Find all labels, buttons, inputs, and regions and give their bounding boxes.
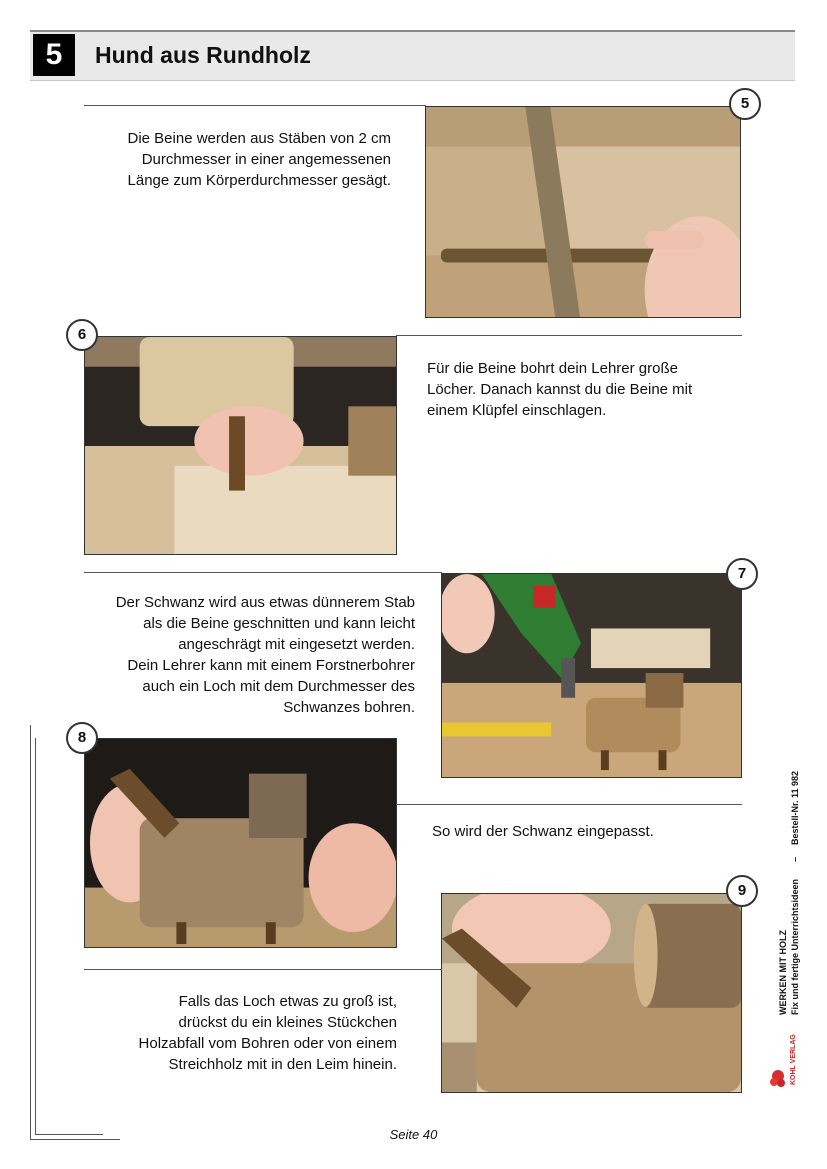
text-line: So wird der Schwanz eingepasst.	[432, 823, 654, 840]
text-line: Dein Lehrer kann mit einem Forstnerbohrer	[127, 657, 415, 674]
text-line: Durchmesser in einer angemessenen	[141, 151, 391, 168]
step-8-text	[432, 821, 732, 842]
publisher-name: KOHL VERLAG	[790, 1034, 797, 1085]
step-7-text	[60, 592, 415, 718]
text-line: angeschrägt mit eingesetzt werden.	[178, 636, 415, 653]
text-line: drückst du ein kleines Stückchen	[178, 1014, 397, 1031]
photo-drilling	[441, 573, 742, 778]
order-number-text: Bestell-Nr. 11 982	[790, 770, 800, 845]
photo-tail-fitting	[84, 738, 397, 948]
step-number-circle: 9	[726, 875, 758, 907]
text-line: Der Schwanz wird aus etwas dünnerem Stab	[115, 594, 415, 611]
book-subtitle: Fix und fertige Unterrichtsideen	[790, 878, 800, 1015]
order-number	[790, 771, 801, 845]
frame-line	[30, 725, 31, 1140]
text-line: Für die Beine bohrt dein Lehrer große	[427, 360, 678, 377]
step-9-text	[90, 991, 397, 1075]
photo-glue-fixing	[441, 893, 742, 1093]
step-number-circle: 7	[726, 558, 758, 590]
text-line: Falls das Loch etwas zu groß ist,	[178, 993, 397, 1010]
text-line: als die Beine geschnitten und kann leicht	[143, 615, 415, 632]
page-number: Seite 40	[389, 1127, 438, 1142]
separator-line	[396, 804, 742, 805]
photo-sawing-dowel	[425, 106, 741, 318]
step-number-circle: 6	[66, 319, 98, 351]
separator-line	[84, 572, 442, 573]
text-line: auch ein Loch mit dem Durchmesser des	[142, 678, 415, 695]
sidebar-dash: –	[790, 856, 800, 862]
separator-line	[84, 969, 442, 970]
step-6-text	[427, 358, 737, 421]
text-line: Die Beine werden aus Stäben von 2 cm	[127, 130, 391, 147]
step-number-circle: 5	[729, 88, 761, 120]
frame-line	[35, 738, 36, 1135]
book-title: WERKEN MIT HOLZ	[778, 930, 788, 1015]
text-line: Löcher. Danach kannst du die Beine mit	[427, 381, 693, 398]
photo-mallet-hammering	[84, 336, 397, 555]
text-line: Länge zum Körperdurchmesser gesägt.	[127, 172, 391, 189]
separator-line	[84, 105, 426, 106]
text-line: Schwanzes bohren.	[283, 699, 415, 716]
page-title: Hund aus Rundholz	[95, 42, 311, 68]
publisher-logo-icon	[770, 1068, 786, 1090]
text-line: einem Klüpfel einschlagen.	[427, 402, 607, 419]
chapter-number: 5	[33, 34, 75, 76]
step-5-text	[84, 128, 391, 191]
text-line: Holzabfall vom Bohren oder von einem	[138, 1035, 397, 1052]
step-number-circle: 8	[66, 722, 98, 754]
text-line: Streichholz mit in den Leim hinein.	[168, 1056, 397, 1073]
separator-line	[396, 335, 742, 336]
